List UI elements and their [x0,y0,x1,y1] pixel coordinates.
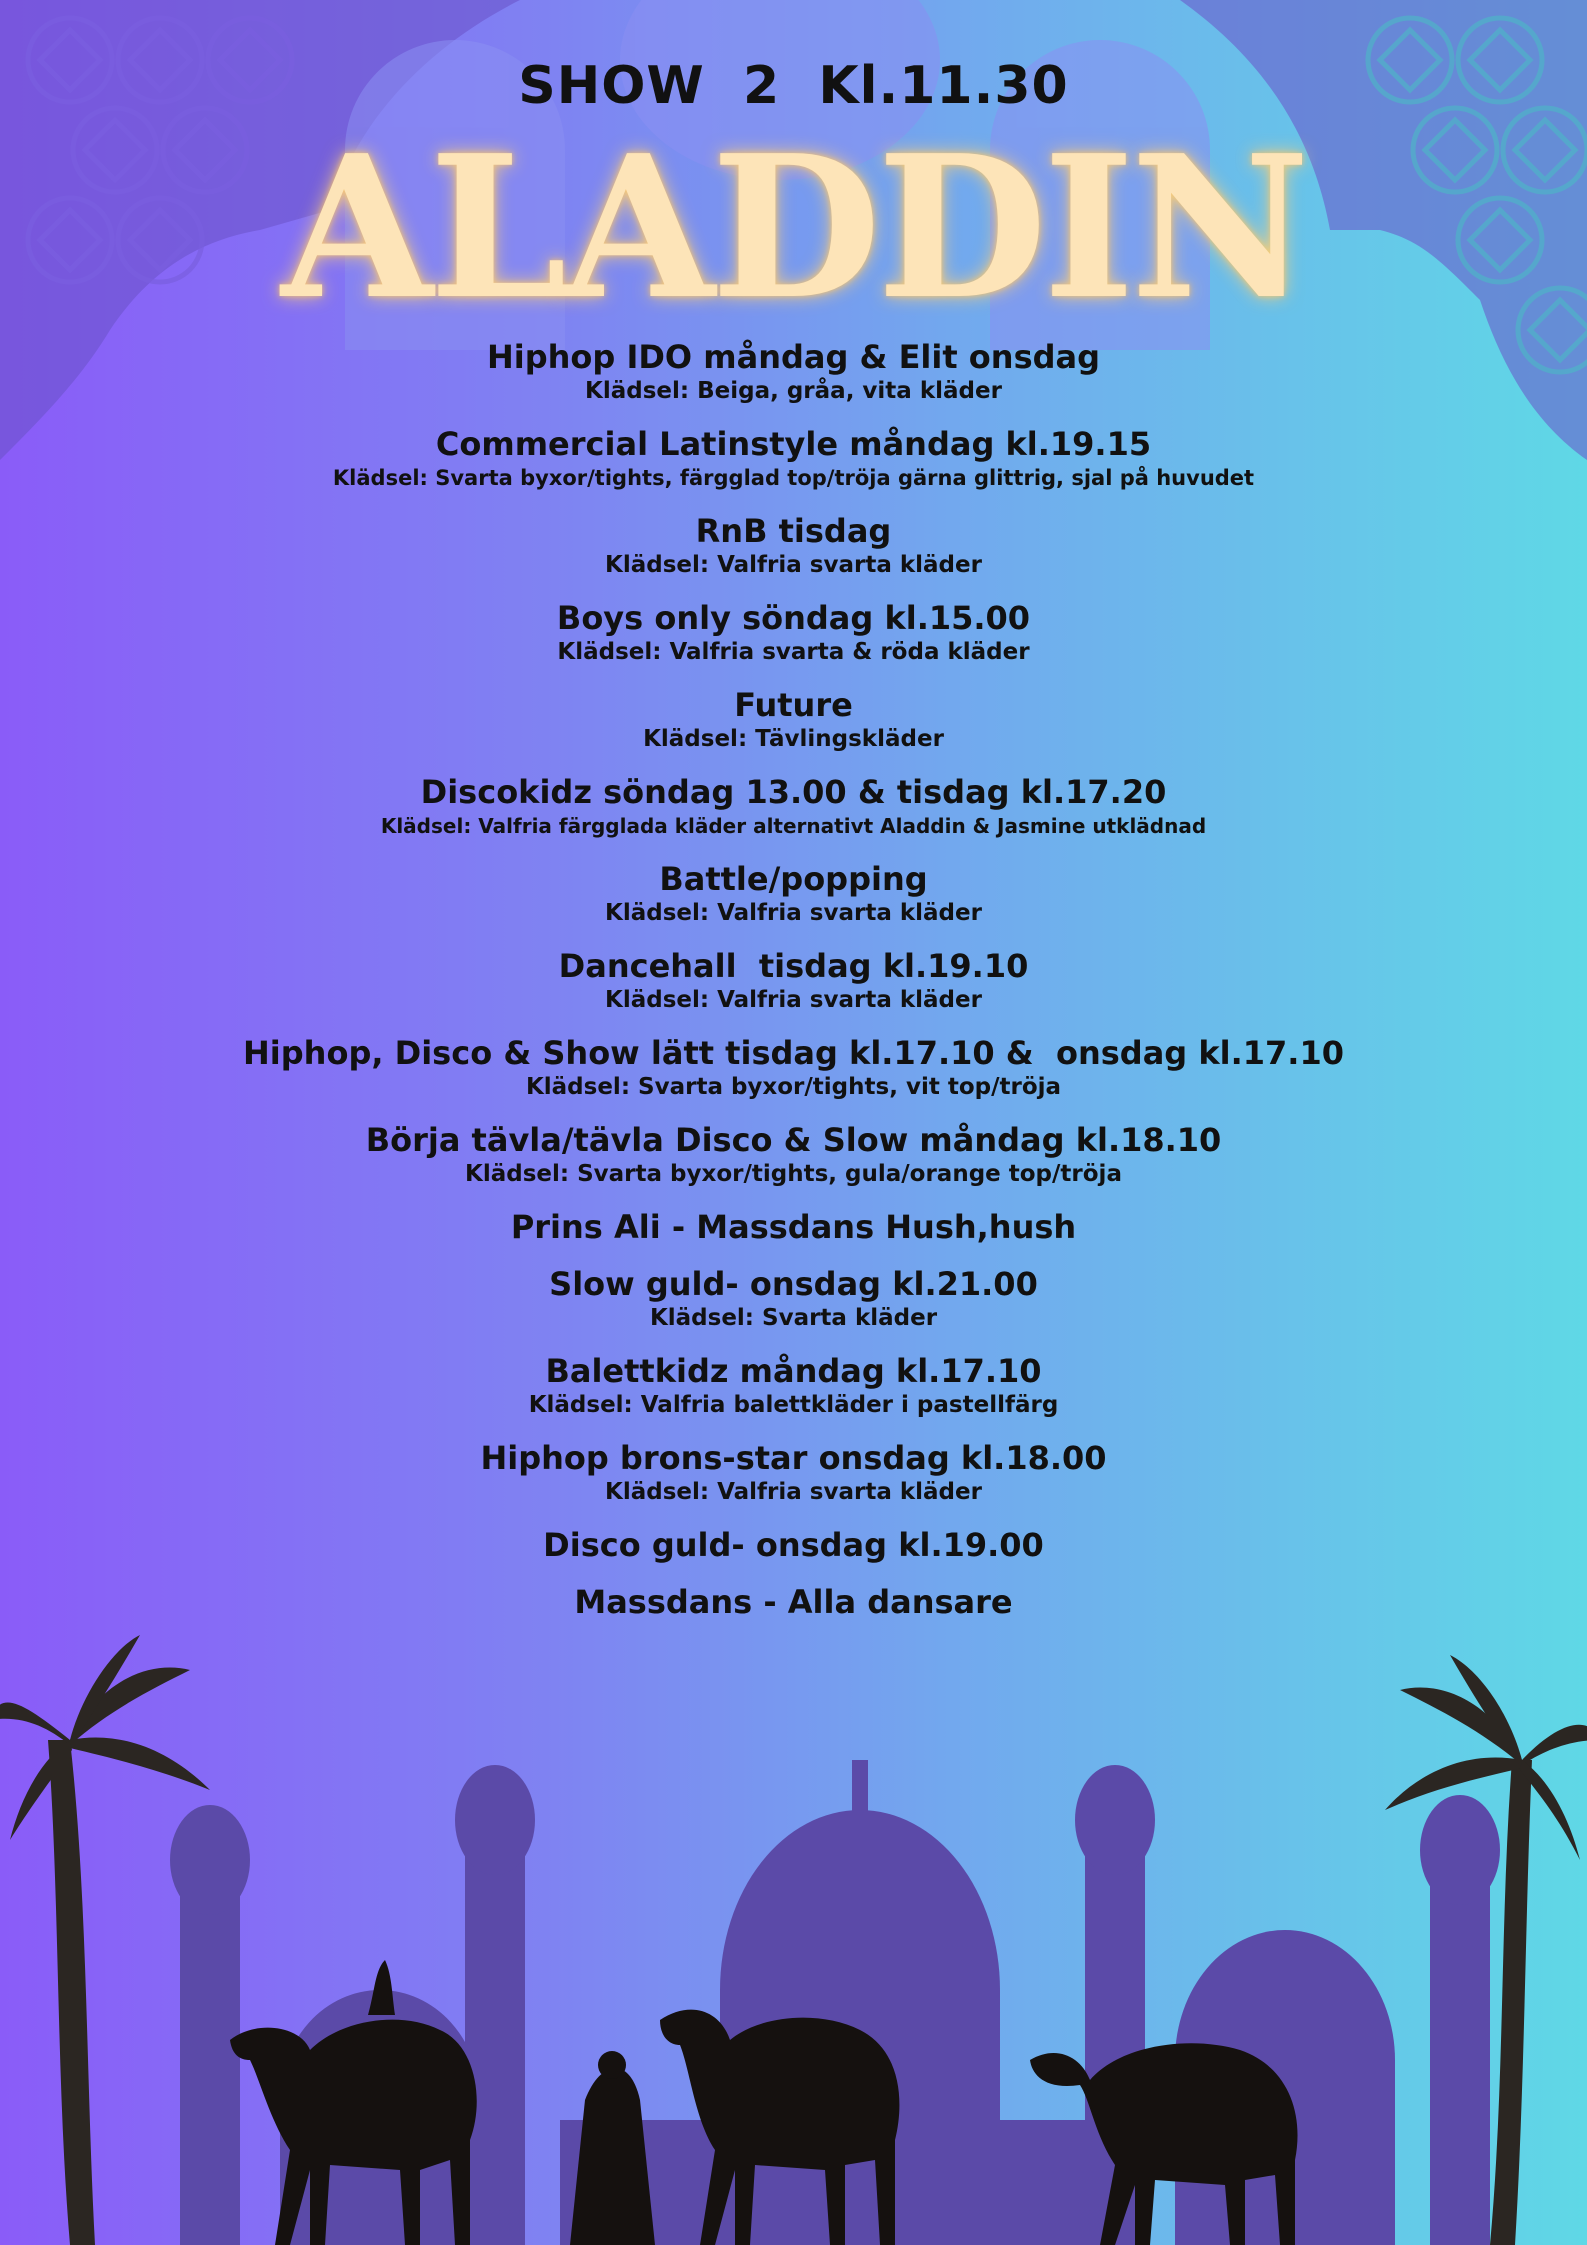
list-item [0,599,1587,667]
performance-title: Boys only söndag kl.15.00 [556,599,1031,637]
list-item [0,860,1587,928]
performance-title: RnB tisdag [695,512,892,550]
dress-code: Klädsel: Valfria svarta kläder [605,987,982,1013]
performance-title: Slow guld- onsdag kl.21.00 [549,1265,1038,1303]
performance-title: Börja tävla/tävla Disco & Slow måndag kl.18.10 [365,1121,1222,1159]
performance-title: Balettkidz måndag kl.17.10 [545,1352,1042,1390]
aladdin-title-logo: ALADDIN [281,113,1306,343]
list-item [0,1439,1587,1507]
performance-title: Future [734,686,853,724]
list-item [0,1265,1587,1333]
list-item [0,425,1587,493]
performance-title: Dancehall tisdag kl.19.10 [558,947,1029,985]
list-item [0,1526,1587,1564]
performance-list [0,338,1587,1640]
dress-code: Klädsel: Valfria svarta kläder [605,900,982,926]
dress-code: Klädsel: Valfria svarta kläder [605,552,982,578]
dress-code: Klädsel: Tävlingskläder [643,726,944,752]
list-item [0,1352,1587,1420]
list-item [0,1034,1587,1102]
dress-code: Klädsel: Valfria färgglada kläder alternativt Aladdin & Jasmine utklädnad [380,814,1207,838]
performance-title: Hiphop, Disco & Show lätt tisdag kl.17.10 & onsdag kl.17.10 [243,1034,1344,1072]
list-item [0,947,1587,1015]
list-item [0,686,1587,754]
performance-title: Hiphop brons-star onsdag kl.18.00 [480,1439,1107,1477]
dress-code: Klädsel: Svarta byxor/tights, färgglad top/tröja gärna glittrig, sjal på huvudet [332,466,1255,490]
performance-title: Discokidz söndag 13.00 & tisdag kl.17.20 [420,773,1167,811]
dress-code: Klädsel: Svarta byxor/tights, vit top/tröja [525,1074,1062,1100]
dress-code: Klädsel: Svarta byxor/tights, gula/orange top/tröja [465,1161,1122,1187]
show-time-heading: SHOW 2 Kl.11.30 [518,56,1069,116]
list-item [0,773,1587,841]
dress-code: Klädsel: Valfria svarta kläder [605,1479,982,1505]
performance-title: Commercial Latinstyle måndag kl.19.15 [435,425,1152,463]
list-item [0,1583,1587,1621]
dress-code: Klädsel: Svarta kläder [649,1305,938,1331]
dress-code: Klädsel: Valfria balettkläder i pastellfärg [528,1392,1059,1418]
dress-code: Klädsel: Beiga, gråa, vita kläder [585,378,1002,404]
dress-code: Klädsel: Valfria svarta & röda kläder [557,639,1030,665]
list-item [0,338,1587,406]
list-item [0,1121,1587,1189]
performance-title: Battle/popping [659,860,928,898]
performance-title: Massdans - Alla dansare [574,1583,1013,1621]
performance-title: Disco guld- onsdag kl.19.00 [543,1526,1044,1564]
list-item [0,512,1587,580]
performance-title: Hiphop IDO måndag & Elit onsdag [486,338,1101,376]
performance-title: Prins Ali - Massdans Hush,hush [510,1208,1077,1246]
list-item [0,1208,1587,1246]
